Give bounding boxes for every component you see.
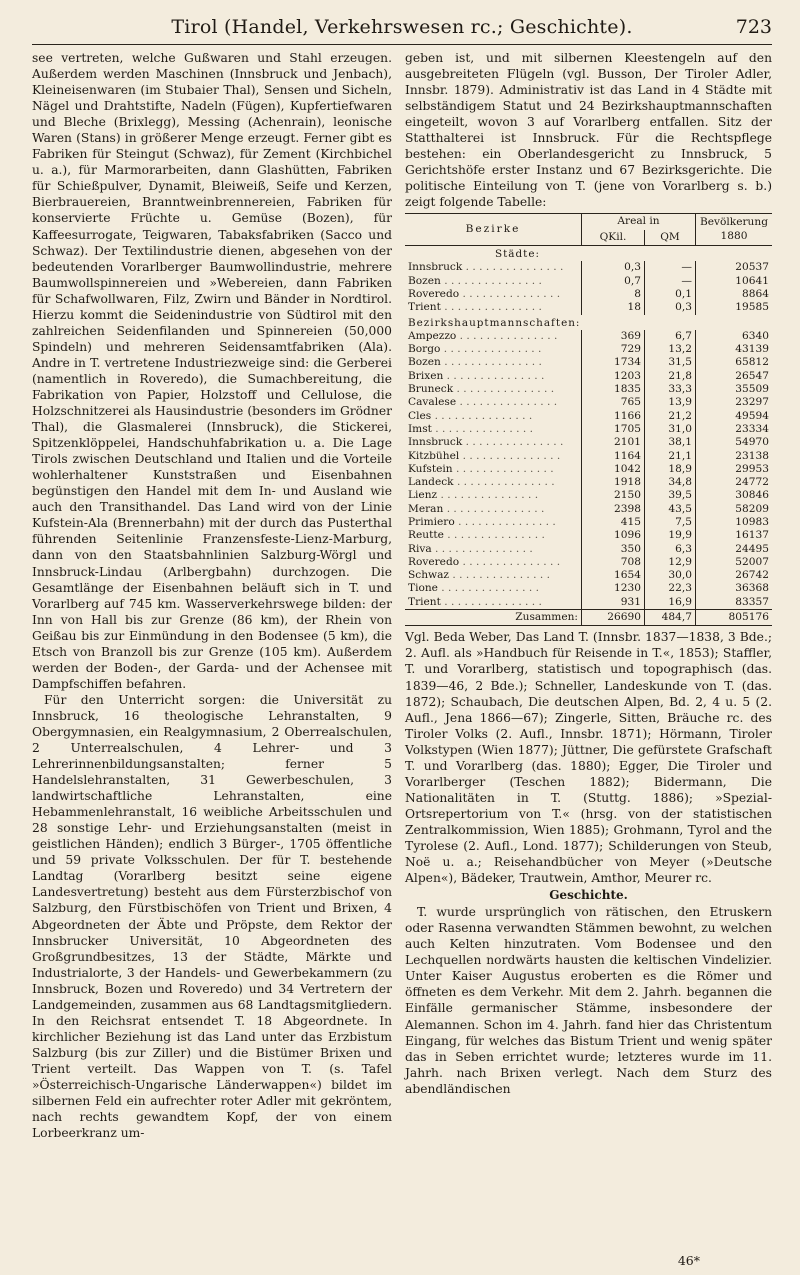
table-cell-qm: 21,1 bbox=[645, 450, 696, 463]
table-cell-district: Lienz . . . . . . . . . . . . . . . bbox=[408, 489, 539, 502]
table-cell-population: 30846 bbox=[696, 489, 773, 502]
table-cell-qkm: 415 bbox=[582, 516, 645, 529]
table-cell-population: 35509 bbox=[696, 383, 773, 396]
leader-dots: . . . . . . . . . . . . . . . bbox=[454, 516, 556, 528]
table-cell-qm: 22,3 bbox=[645, 582, 696, 595]
table-cell-qm: 12,9 bbox=[645, 556, 696, 569]
table-group-row bbox=[405, 246, 772, 262]
table-group-row bbox=[405, 315, 772, 330]
leader-dots: . . . . . . . . . . . . . . . bbox=[459, 287, 561, 300]
running-header bbox=[32, 14, 772, 45]
table-cell-district: Ampezzo . . . . . . . . . . . . . . . bbox=[408, 329, 558, 342]
table-total-qkm: 26690 bbox=[582, 610, 645, 626]
table-cell-qkm: 1203 bbox=[582, 370, 645, 383]
table-cell-population: 52007 bbox=[696, 556, 773, 569]
table-cell-qkm: 765 bbox=[582, 396, 645, 409]
table-cell-population: 23138 bbox=[696, 450, 773, 463]
table-cell-qm: — bbox=[645, 275, 696, 288]
table-cell-population: 8864 bbox=[696, 288, 773, 301]
leader-dots: . . . . . . . . . . . . . . . bbox=[443, 529, 545, 542]
table-cell-district: Reutte . . . . . . . . . . . . . . . bbox=[408, 529, 545, 542]
table-cell-qm: 19,9 bbox=[645, 529, 696, 542]
table-row bbox=[405, 423, 772, 436]
table-cell-district: Roveredo . . . . . . . . . . . . . . . bbox=[408, 287, 561, 300]
table-cell-district: Borgo . . . . . . . . . . . . . . . bbox=[408, 343, 542, 356]
leader-dots: . . . . . . . . . . . . . . . bbox=[453, 383, 555, 396]
leader-dots: . . . . . . . . . . . . . . . bbox=[440, 301, 542, 314]
table-row bbox=[405, 463, 772, 476]
table-cell-district: Primiero . . . . . . . . . . . . . . . bbox=[408, 516, 556, 528]
table-cell-qkm: 1230 bbox=[582, 582, 645, 595]
table-cell-district: Innsbruck . . . . . . . . . . . . . . . bbox=[408, 261, 564, 274]
leader-dots: . . . . . . . . . . . . . . . bbox=[431, 542, 533, 555]
page-title: Tirol (Handel, Verkehrswesen rc.; Geschichte). bbox=[171, 16, 633, 38]
table-row bbox=[405, 356, 772, 369]
table-body bbox=[405, 246, 772, 626]
table-cell-qkm: 1164 bbox=[582, 450, 645, 463]
col-header-area: Areal in bbox=[582, 214, 696, 230]
table-row bbox=[405, 410, 772, 423]
table-row bbox=[405, 556, 772, 569]
table-row bbox=[405, 261, 772, 274]
table-cell-district: Innsbruck . . . . . . . . . . . . . . . bbox=[408, 436, 564, 449]
table-cell-district: Bozen . . . . . . . . . . . . . . . bbox=[408, 356, 542, 369]
leader-dots: . . . . . . . . . . . . . . . bbox=[431, 409, 533, 422]
table-cell-qkm: 369 bbox=[582, 330, 645, 343]
leader-dots: . . . . . . . . . . . . . . . bbox=[456, 329, 558, 342]
table-cell-qkm: 350 bbox=[582, 543, 645, 556]
table-cell-district: Meran . . . . . . . . . . . . . . . bbox=[408, 502, 545, 515]
table-cell-qkm: 2101 bbox=[582, 436, 645, 449]
table-cell-qm: 6,7 bbox=[645, 330, 696, 343]
table-cell-population: 36368 bbox=[696, 582, 773, 595]
table-cell-population: 10983 bbox=[696, 516, 773, 529]
leader-dots: . . . . . . . . . . . . . . . bbox=[431, 422, 533, 435]
table-cell-qkm: 2150 bbox=[582, 489, 645, 502]
col-header-district: Bezirke bbox=[405, 214, 582, 246]
table-cell-population: 24772 bbox=[696, 476, 773, 489]
table-cell-qm: 16,9 bbox=[645, 596, 696, 610]
table-row bbox=[405, 569, 772, 582]
table-cell-qkm: 729 bbox=[582, 343, 645, 356]
leader-dots: . . . . . . . . . . . . . . . bbox=[443, 502, 545, 515]
table-cell-qkm: 2398 bbox=[582, 503, 645, 516]
leader-dots: . . . . . . . . . . . . . . . bbox=[440, 343, 542, 356]
leader-dots: . . . . . . . . . . . . . . . bbox=[452, 462, 554, 475]
table-cell-district: Bozen . . . . . . . . . . . . . . . bbox=[408, 274, 542, 287]
table-cell-district: Kufstein . . . . . . . . . . . . . . . bbox=[408, 462, 554, 475]
table-cell-qm: 31,5 bbox=[645, 356, 696, 369]
table-cell-district: Cles . . . . . . . . . . . . . . . bbox=[408, 409, 533, 422]
table-cell-qm: 39,5 bbox=[645, 489, 696, 502]
table-cell-population: 26742 bbox=[696, 569, 773, 582]
leader-dots: . . . . . . . . . . . . . . . bbox=[456, 396, 558, 409]
leader-dots: . . . . . . . . . . . . . . . bbox=[443, 369, 545, 382]
table-cell-qkm: 1835 bbox=[582, 383, 645, 396]
table-cell-population: 83357 bbox=[696, 596, 773, 610]
table-row bbox=[405, 396, 772, 409]
table-total-row bbox=[405, 610, 772, 626]
table-total-qm: 484,7 bbox=[645, 610, 696, 626]
table-row bbox=[405, 476, 772, 489]
table-cell-population: 49594 bbox=[696, 410, 773, 423]
table-row bbox=[405, 288, 772, 301]
table-row bbox=[405, 489, 772, 502]
leader-dots: . . . . . . . . . . . . . . . bbox=[459, 449, 561, 462]
leader-dots: . . . . . . . . . . . . . . . bbox=[437, 582, 539, 595]
table-cell-district: Imst . . . . . . . . . . . . . . . bbox=[408, 422, 533, 435]
table-row bbox=[405, 436, 772, 449]
table-cell-qm: 6,3 bbox=[645, 543, 696, 556]
table-cell-population: 29953 bbox=[696, 463, 773, 476]
leader-dots: . . . . . . . . . . . . . . . bbox=[437, 489, 539, 502]
right-column bbox=[405, 50, 772, 1097]
table-cell-qkm: 1734 bbox=[582, 356, 645, 369]
leader-dots: . . . . . . . . . . . . . . . bbox=[440, 595, 542, 608]
table-row bbox=[405, 516, 772, 529]
section-heading-history: Geschichte. bbox=[549, 888, 628, 903]
table-cell-qm: 13,2 bbox=[645, 343, 696, 356]
table-total-population: 805176 bbox=[696, 610, 773, 626]
leader-dots: . . . . . . . . . . . . . . . bbox=[448, 569, 551, 582]
paragraph-bibliography: Vgl. Beda Weber, Das Land T. (Innsbr. 1837—1838, 3 Bde.; 2. Aufl. als »Handbuch für Reisende in T.«, 1853); Staffler, T. und Vorarlberg, statistisch und topographisch (das. 1839—46, 2 Bde.); Schneller, Landeskunde von T. (das. 1872); Schaubach, Die deutschen Alpen, Bd. 2, 4 u. 5 (2. Aufl., Jena 1866—67); Zingerle, Sitten, Bräuche rc. des Tiroler Volks (2. Aufl., Innsbr. 1871); Hörmann, Tiroler Volkstypen (Wien 1877); Jüttner, Die gefürstete Grafschaft T. und Vorarlberg (das. 1880); Egger, Die Tiroler und Vorarlberger (Teschen 1882); Bidermann, Die Nationalitäten in T. (Stuttg. 1886); »Spezial-Ortsrepertorium von T.« (hrsg. von der statistischen Zentralkommission, Wien 1885); Grohmann, Tyrol and the Tyrolese (2. Aufl., Lond. 1877); Schilderungen von Steub, Noë u. a.; Reisehandbücher von Meyer (»Deutsche Alpen«), Bädeker, Trautwein, Amthor, Meurer rc. bbox=[405, 630, 772, 886]
table-cell-population: 19585 bbox=[696, 301, 773, 314]
table-cell-district: Cavalese . . . . . . . . . . . . . . . bbox=[408, 396, 558, 409]
table-group-label: Bezirkshauptmannschaften: bbox=[408, 316, 581, 329]
col-header-qm: QM bbox=[645, 230, 696, 246]
table-cell-population: 43139 bbox=[696, 343, 773, 356]
table-cell-qm: 34,8 bbox=[645, 476, 696, 489]
table-cell-district: Bruneck . . . . . . . . . . . . . . . bbox=[408, 383, 555, 396]
table-cell-qkm: 1042 bbox=[582, 463, 645, 476]
table-cell-population: 65812 bbox=[696, 356, 773, 369]
table-cell-qm: 33,3 bbox=[645, 383, 696, 396]
table-cell-qkm: 1166 bbox=[582, 410, 645, 423]
table-row bbox=[405, 596, 772, 610]
paragraph-education: Für den Unterricht sorgen: die Universität zu Innsbruck, 16 theologische Lehranstalten, 9 Obergymnasien, ein Realgymnasium, 2 Oberrealschulen, 2 Unterrealschulen, 4 Lehrer- und 3 Lehrerinnenbildungsanstalten; ferner 5 Handelslehranstalten, 31 Gewerbeschulen, 3 landwirtschaftliche Lehranstalten, eine Hebammenlehranstalt, 16 weibliche Arbeitsschulen und 28 sonstige Lehr- und Erziehungsanstalten (meist in geistlichen Händen); endlich 3 Bürger-, 1705 öffentliche und 59 private Volksschulen. Der für T. bestehende Landtag (Vorarlberg besitzt seine eigene Landesvertretung) besteht aus dem Fürsterzbischof von Salzburg, den Fürstbischöfen von Trient und Brixen, 4 Abgeordneten der Äbte und Pröpste, dem Rektor der Innsbrucker Universität, 10 Abgeordneten des Großgrundbesitzes, 13 der Städte, Märkte und Industrialorte, 3 der Handels- und Gewerbekammern (zu Innsbruck, Bozen und Roveredo) und 34 Vertretern der Landgemeinden, zusammen aus 68 Landtagsmitgliedern. In den Reichsrat entsendet T. 18 Abgeordnete. In kirchlicher Beziehung ist das Land unter das Erzbistum Salzburg (bis zur Ziller) und die Bistümer Brixen und Trient verteilt. Das Wappen von T. (s. Tafel »Österreichisch-Ungarische Länderwappen«) bildet im silbernen Feld ein aufrechter roter Adler mit gekröntem, nach rechts gewandtem Kopf, der von einem Lorbeerkranz um- bbox=[32, 692, 392, 1141]
table-cell-population: 10641 bbox=[696, 275, 773, 288]
table-cell-population: 6340 bbox=[696, 330, 773, 343]
table-cell-qkm: 1096 bbox=[582, 529, 645, 542]
table-cell-qm: 7,5 bbox=[645, 516, 696, 529]
table-cell-qm: 38,1 bbox=[645, 436, 696, 449]
table-cell-qkm: 18 bbox=[582, 301, 645, 314]
table-row bbox=[405, 582, 772, 595]
table-cell-qm: 21,2 bbox=[645, 410, 696, 423]
table-cell-district: Trient . . . . . . . . . . . . . . . bbox=[408, 595, 542, 608]
table-cell-qm: 13,9 bbox=[645, 396, 696, 409]
table-cell-population: 20537 bbox=[696, 261, 773, 274]
table-cell-population: 16137 bbox=[696, 529, 773, 542]
table-cell-qkm: 1705 bbox=[582, 423, 645, 436]
table-cell-district: Landeck . . . . . . . . . . . . . . . bbox=[408, 476, 555, 489]
paragraph-industry: see vertreten, welche Gußwaren und Stahl erzeugen. Außerdem werden Maschinen (Innsbruck und Jenbach), Kleineisenwaren (im Stubaier Thal), Sensen und Sicheln, Nägel und Drahtstifte, Nadeln (Fügen), Kupfertiefwaren und Bleche (Brixlegg), Messing (Achenrain), leonische Waren (Stans) in größerer Menge erzeugt. Ferner gibt es Fabriken für Steingut (Schwaz), für Zement (Kirchbichel u. a.), für Marmorarbeiten, dann Glashütten, Fabriken für Schießpulver, Dynamit, Bleiweiß, Seife und Kerzen, Bierbrauereien, Branntweinbrennereien, Fabriken für konservierte Früchte u. Gemüse (Bozen), für Kaffeesurrogate, Teigwaren, Tabaksfabriken (Sacco und Schwaz). Der Textilindustrie dienen, abgesehen von der bedeutenden Vorarlberger Baumwollindustrie, mehrere Baumwollspinnereien und »Webereien, dann Fabriken für Schafwollwaren, Filz, Zwirn und Bänder in Nordtirol. Hierzu kommt die Seidenindustrie von Südtirol mit den zahlreichen Seidenfilanden und Spinnereien (50,000 Spindeln) und mehreren Seidensamtfabriken (Ala). Andre in T. vertretene Industriezweige sind: die Gerberei (namentlich in Roveredo), die Sumachbereitung, die Fabrikation von Papier, Holzstoff und Cellulose, die Holzschnitzerei als Hausindustrie (besonders im Grödner Thal), die Glasmalerei (Innsbruck), die Stickerei, Spitzenklöppelei, Handschuhfabrikation u. a. Die Lage Tirols zwischen Deutschland und Italien und die Vorteile wohlerhaltener Kunststraßen und Eisenbahnen begünstigen den Handel mit dem In- und Ausland wie auch den Transithandel. Das Land wird von der Linie Kufstein-Ala (Brennerbahn) mit der durch das Pusterthal führenden Seitenlinie Franzensfeste-Lienz-Marburg, dann von den Staatsbahnlinien Salzburg-Wörgl und Innsbruck-Lindau (Arlbergbahn) durchzogen. Die Gesamtlänge der Eisenbahnen beläuft sich in T. und Vorarlberg auf 745 km. Wasserverkehrswege bilden: der Inn von Hall bis zur Grenze (86 km), der Rhein von Geißau bis zur Einmündung in den Bodensee (5 km), die Etsch von Branzoll bis zur Grenze (105 km). Außerdem werden der Boden-, der Garda- und der Achensee mit Dampfschiffen befahren. bbox=[32, 51, 392, 691]
leader-dots: . . . . . . . . . . . . . . . bbox=[440, 356, 542, 369]
table-cell-qm: 31,0 bbox=[645, 423, 696, 436]
table-cell-population: 54970 bbox=[696, 436, 773, 449]
paragraph-history: T. wurde ursprünglich von rätischen, den Etruskern oder Rasenna verwandten Stämmen bewohnt, zu welchen auch Kelten hinzutraten. Vom Bodensee und den Lechquellen nordwärts hausten die keltischen Vindelizier. Unter Kaiser Augustus eroberten es die Römer und öffneten es dem Verkehr. Mit dem 2. Jahrh. begannen die Einfälle germanischer Stämme, insbesondere der Alemannen. Schon im 4. Jahrh. fand hier das Christentum Eingang, für welches das Bistum Trient und wenig später das in Seben errichtet wurde; letzteres wurde im 11. Jahrh. nach Brixen verlegt. Nach dem Sturz des abendländischen bbox=[405, 905, 772, 1096]
table-cell-qkm: 1918 bbox=[582, 476, 645, 489]
table-row bbox=[405, 503, 772, 516]
table-cell-qkm: 0,3 bbox=[582, 261, 645, 274]
table-row bbox=[405, 275, 772, 288]
leader-dots: . . . . . . . . . . . . . . . bbox=[440, 274, 542, 287]
table-cell-district: Tione . . . . . . . . . . . . . . . bbox=[408, 582, 539, 595]
table-cell-district: Brixen . . . . . . . . . . . . . . . bbox=[408, 369, 545, 382]
table-cell-district: Riva . . . . . . . . . . . . . . . bbox=[408, 542, 533, 555]
table-cell-qkm: 0,7 bbox=[582, 275, 645, 288]
table-cell-qkm: 931 bbox=[582, 596, 645, 610]
table-row bbox=[405, 383, 772, 396]
table-cell-qm: 21,8 bbox=[645, 370, 696, 383]
col-header-qkm: QKil. bbox=[582, 230, 645, 246]
table-row bbox=[405, 330, 772, 343]
signature-mark: 46* bbox=[677, 1253, 700, 1268]
table-cell-population: 26547 bbox=[696, 370, 773, 383]
table-cell-qm: 43,5 bbox=[645, 503, 696, 516]
table-cell-qkm: 8 bbox=[582, 288, 645, 301]
table-cell-population: 58209 bbox=[696, 503, 773, 516]
district-table bbox=[405, 213, 772, 626]
table-row bbox=[405, 529, 772, 542]
table-cell-qm: 30,0 bbox=[645, 569, 696, 582]
leader-dots: . . . . . . . . . . . . . . . bbox=[462, 436, 564, 449]
page-number: 723 bbox=[735, 16, 772, 38]
col-header-population: Bevölkerung 1880 bbox=[696, 214, 773, 246]
table-cell-qkm: 1654 bbox=[582, 569, 645, 582]
table-row bbox=[405, 450, 772, 463]
paragraph-administration: geben ist, und mit silbernen Kleestengeln auf den ausgebreiteten Flügeln (vgl. Busson, Der Tiroler Adler, Innsbr. 1879). Administrativ ist das Land in 4 Städte mit selbständigem Statut und 24 Bezirkshauptmannschaften eingeteilt, wovon 3 auf Vorarlberg entfallen. Sitz der Statthalterei ist Innsbruck. Für die Rechtspflege bestehen: ein Oberlandesgericht zu Innsbruck, 5 Gerichtshöfe erster Instanz und 67 Bezirksgerichte. Die politische Einteilung von T. (jene von Vorarlberg s. b.) zeigt folgende Tabelle: bbox=[405, 51, 772, 210]
leader-dots: . . . . . . . . . . . . . . . bbox=[459, 555, 561, 568]
table-cell-population: 23297 bbox=[696, 396, 773, 409]
table-cell-district: Kitzbühel . . . . . . . . . . . . . . . bbox=[408, 449, 561, 462]
left-column bbox=[32, 50, 392, 1141]
leader-dots: . . . . . . . . . . . . . . . bbox=[462, 261, 564, 274]
table-row bbox=[405, 301, 772, 314]
table-cell-population: 24495 bbox=[696, 543, 773, 556]
table-group-label: Städte: bbox=[495, 248, 540, 261]
table-cell-population: 23334 bbox=[696, 423, 773, 436]
table-total-label: Zusammen: bbox=[405, 610, 582, 626]
table-cell-qm: 18,9 bbox=[645, 463, 696, 476]
table-row bbox=[405, 543, 772, 556]
table-cell-district: Schwaz . . . . . . . . . . . . . . . bbox=[408, 569, 551, 582]
table-cell-qkm: 708 bbox=[582, 556, 645, 569]
table-row bbox=[405, 370, 772, 383]
table-cell-qm: 0,1 bbox=[645, 288, 696, 301]
leader-dots: . . . . . . . . . . . . . . . bbox=[453, 476, 555, 489]
table-cell-qm: 0,3 bbox=[645, 301, 696, 314]
table-cell-district: Trient . . . . . . . . . . . . . . . bbox=[408, 301, 542, 314]
table-cell-district: Roveredo . . . . . . . . . . . . . . . bbox=[408, 555, 561, 568]
table-cell-qm: — bbox=[645, 261, 696, 274]
table-row bbox=[405, 343, 772, 356]
